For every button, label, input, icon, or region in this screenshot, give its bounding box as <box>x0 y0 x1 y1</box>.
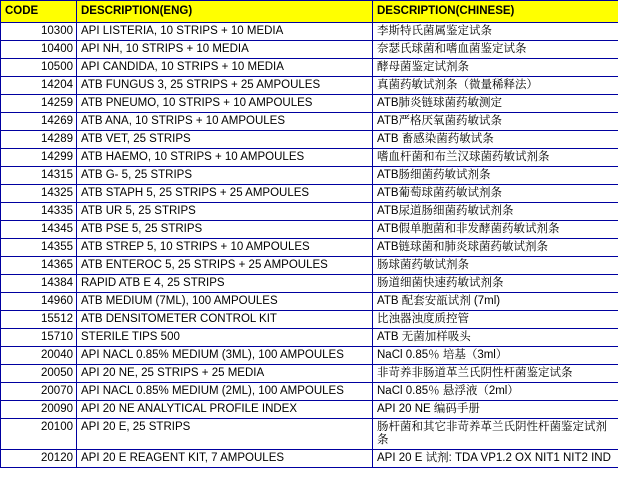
cell-description-eng: API NACL 0.85% MEDIUM (2ML), 100 AMPOULES <box>77 383 373 401</box>
table-row <box>1 185 618 203</box>
cell-description-chinese: NaCl 0.85％ 悬浮液（2ml） <box>373 383 618 401</box>
cell-description-chinese: ATB 配套安瓿试剂 (7ml) <box>373 293 618 311</box>
table-row <box>1 293 618 311</box>
table-row <box>1 311 618 329</box>
cell-code: 15710 <box>1 329 77 347</box>
cell-code: 14960 <box>1 293 77 311</box>
cell-description-chinese: 肠道细菌快速药敏试剂条 <box>373 275 618 293</box>
header-description-eng: DESCRIPTION(ENG) <box>77 1 373 23</box>
cell-description-chinese: 真菌药敏试剂条（微量稀释法） <box>373 77 618 95</box>
cell-description-eng: API 20 E REAGENT KIT, 7 AMPOULES <box>77 450 373 468</box>
cell-code: 14355 <box>1 239 77 257</box>
cell-description-chinese: NaCl 0.85％ 培基（3ml） <box>373 347 618 365</box>
cell-description-chinese: ATB 无菌加样吸头 <box>373 329 618 347</box>
cell-code: 14345 <box>1 221 77 239</box>
cell-description-chinese: ATB假单胞菌和非发酵菌药敏试剂条 <box>373 221 618 239</box>
cell-description-chinese: 肠球菌药敏试剂条 <box>373 257 618 275</box>
table-row <box>1 450 618 468</box>
cell-description-chinese: 肠杆菌和其它非苛养革兰氏阴性杆菌鉴定试剂条 <box>373 419 618 450</box>
cell-description-chinese: ATB葡萄球菌药敏试剂条 <box>373 185 618 203</box>
table-row <box>1 59 618 77</box>
cell-description-chinese: 李斯特氏菌属鉴定试条 <box>373 23 618 41</box>
cell-description-eng: API LISTERIA, 10 STRIPS + 10 MEDIA <box>77 23 373 41</box>
header-row <box>1 1 618 23</box>
cell-description-chinese: 酵母菌鉴定试剂条 <box>373 59 618 77</box>
cell-code: 14365 <box>1 257 77 275</box>
cell-description-eng: ATB MEDIUM (7ML), 100 AMPOULES <box>77 293 373 311</box>
cell-description-chinese: API 20 NE 编码手册 <box>373 401 618 419</box>
cell-description-eng: API 20 E, 25 STRIPS <box>77 419 373 450</box>
cell-description-eng: RAPID ATB E 4, 25 STRIPS <box>77 275 373 293</box>
cell-description-chinese: ATB肠细菌药敏试剂条 <box>373 167 618 185</box>
table-row <box>1 257 618 275</box>
table-row <box>1 23 618 41</box>
table-row <box>1 365 618 383</box>
table-body <box>1 23 618 468</box>
cell-description-chinese: ATB肺炎链球菌药敏测定 <box>373 95 618 113</box>
table-row <box>1 419 618 450</box>
cell-description-chinese: ATB 畜感染菌药敏试条 <box>373 131 618 149</box>
table-row <box>1 401 618 419</box>
cell-description-eng: ATB DENSITOMETER CONTROL KIT <box>77 311 373 329</box>
cell-description-eng: API 20 NE ANALYTICAL PROFILE INDEX <box>77 401 373 419</box>
cell-description-eng: ATB G- 5, 25 STRIPS <box>77 167 373 185</box>
cell-code: 20070 <box>1 383 77 401</box>
cell-description-eng: ATB VET, 25 STRIPS <box>77 131 373 149</box>
cell-code: 14289 <box>1 131 77 149</box>
cell-code: 14259 <box>1 95 77 113</box>
cell-code: 10500 <box>1 59 77 77</box>
cell-description-eng: ATB UR 5, 25 STRIPS <box>77 203 373 221</box>
cell-description-chinese: 非苛养非肠道革兰氏阴性杆菌鉴定试条 <box>373 365 618 383</box>
table-row <box>1 221 618 239</box>
cell-description-chinese: ATB严格厌氧菌药敏试条 <box>373 113 618 131</box>
table-row <box>1 149 618 167</box>
cell-code: 20040 <box>1 347 77 365</box>
table-row <box>1 113 618 131</box>
cell-description-eng: ATB PNEUMO, 10 STRIPS + 10 AMPOULES <box>77 95 373 113</box>
table-row <box>1 329 618 347</box>
cell-code: 14204 <box>1 77 77 95</box>
table-row <box>1 347 618 365</box>
cell-code: 15512 <box>1 311 77 329</box>
cell-code: 14335 <box>1 203 77 221</box>
cell-description-chinese: 比浊器浊度质控管 <box>373 311 618 329</box>
header-description-chinese: DESCRIPTION(CHINESE) <box>373 1 618 23</box>
cell-description-eng: ATB STREP 5, 10 STRIPS + 10 AMPOULES <box>77 239 373 257</box>
cell-description-chinese: ATB尿道肠细菌药敏试剂条 <box>373 203 618 221</box>
cell-description-chinese: ATB链球菌和肺炎球菌药敏试剂条 <box>373 239 618 257</box>
cell-description-chinese: 奈瑟氏球菌和嗜血菌鉴定试条 <box>373 41 618 59</box>
cell-description-eng: ATB ANA, 10 STRIPS + 10 AMPOULES <box>77 113 373 131</box>
cell-description-eng: ATB FUNGUS 3, 25 STRIPS + 25 AMPOULES <box>77 77 373 95</box>
cell-code: 20120 <box>1 450 77 468</box>
cell-description-eng: ATB STAPH 5, 25 STRIPS + 25 AMPOULES <box>77 185 373 203</box>
cell-description-eng: ATB HAEMO, 10 STRIPS + 10 AMPOULES <box>77 149 373 167</box>
cell-code: 14315 <box>1 167 77 185</box>
cell-description-eng: ATB ENTEROC 5, 25 STRIPS + 25 AMPOULES <box>77 257 373 275</box>
cell-code: 20090 <box>1 401 77 419</box>
table-header <box>1 1 618 23</box>
table-row <box>1 239 618 257</box>
table-row <box>1 77 618 95</box>
cell-description-eng: STERILE TIPS 500 <box>77 329 373 347</box>
cell-description-eng: API CANDIDA, 10 STRIPS + 10 MEDIA <box>77 59 373 77</box>
cell-code: 14269 <box>1 113 77 131</box>
cell-description-eng: API 20 NE, 25 STRIPS + 25 MEDIA <box>77 365 373 383</box>
table-row <box>1 275 618 293</box>
table-row <box>1 41 618 59</box>
cell-code: 20050 <box>1 365 77 383</box>
cell-description-eng: API NACL 0.85% MEDIUM (3ML), 100 AMPOULES <box>77 347 373 365</box>
cell-code: 14384 <box>1 275 77 293</box>
cell-description-eng: ATB PSE 5, 25 STRIPS <box>77 221 373 239</box>
table-row <box>1 95 618 113</box>
cell-description-eng: API NH, 10 STRIPS + 10 MEDIA <box>77 41 373 59</box>
table-row <box>1 167 618 185</box>
table-row <box>1 203 618 221</box>
cell-description-chinese: API 20 E 试剂: TDA VP1.2 OX NIT1 NIT2 IND <box>373 450 618 468</box>
table-row <box>1 383 618 401</box>
cell-code: 14299 <box>1 149 77 167</box>
cell-code: 10400 <box>1 41 77 59</box>
cell-code: 14325 <box>1 185 77 203</box>
cell-code: 20100 <box>1 419 77 450</box>
cell-description-chinese: 嗜血杆菌和布兰汉球菌药敏试剂条 <box>373 149 618 167</box>
table-row <box>1 131 618 149</box>
cell-code: 10300 <box>1 23 77 41</box>
header-code: CODE <box>1 1 77 23</box>
